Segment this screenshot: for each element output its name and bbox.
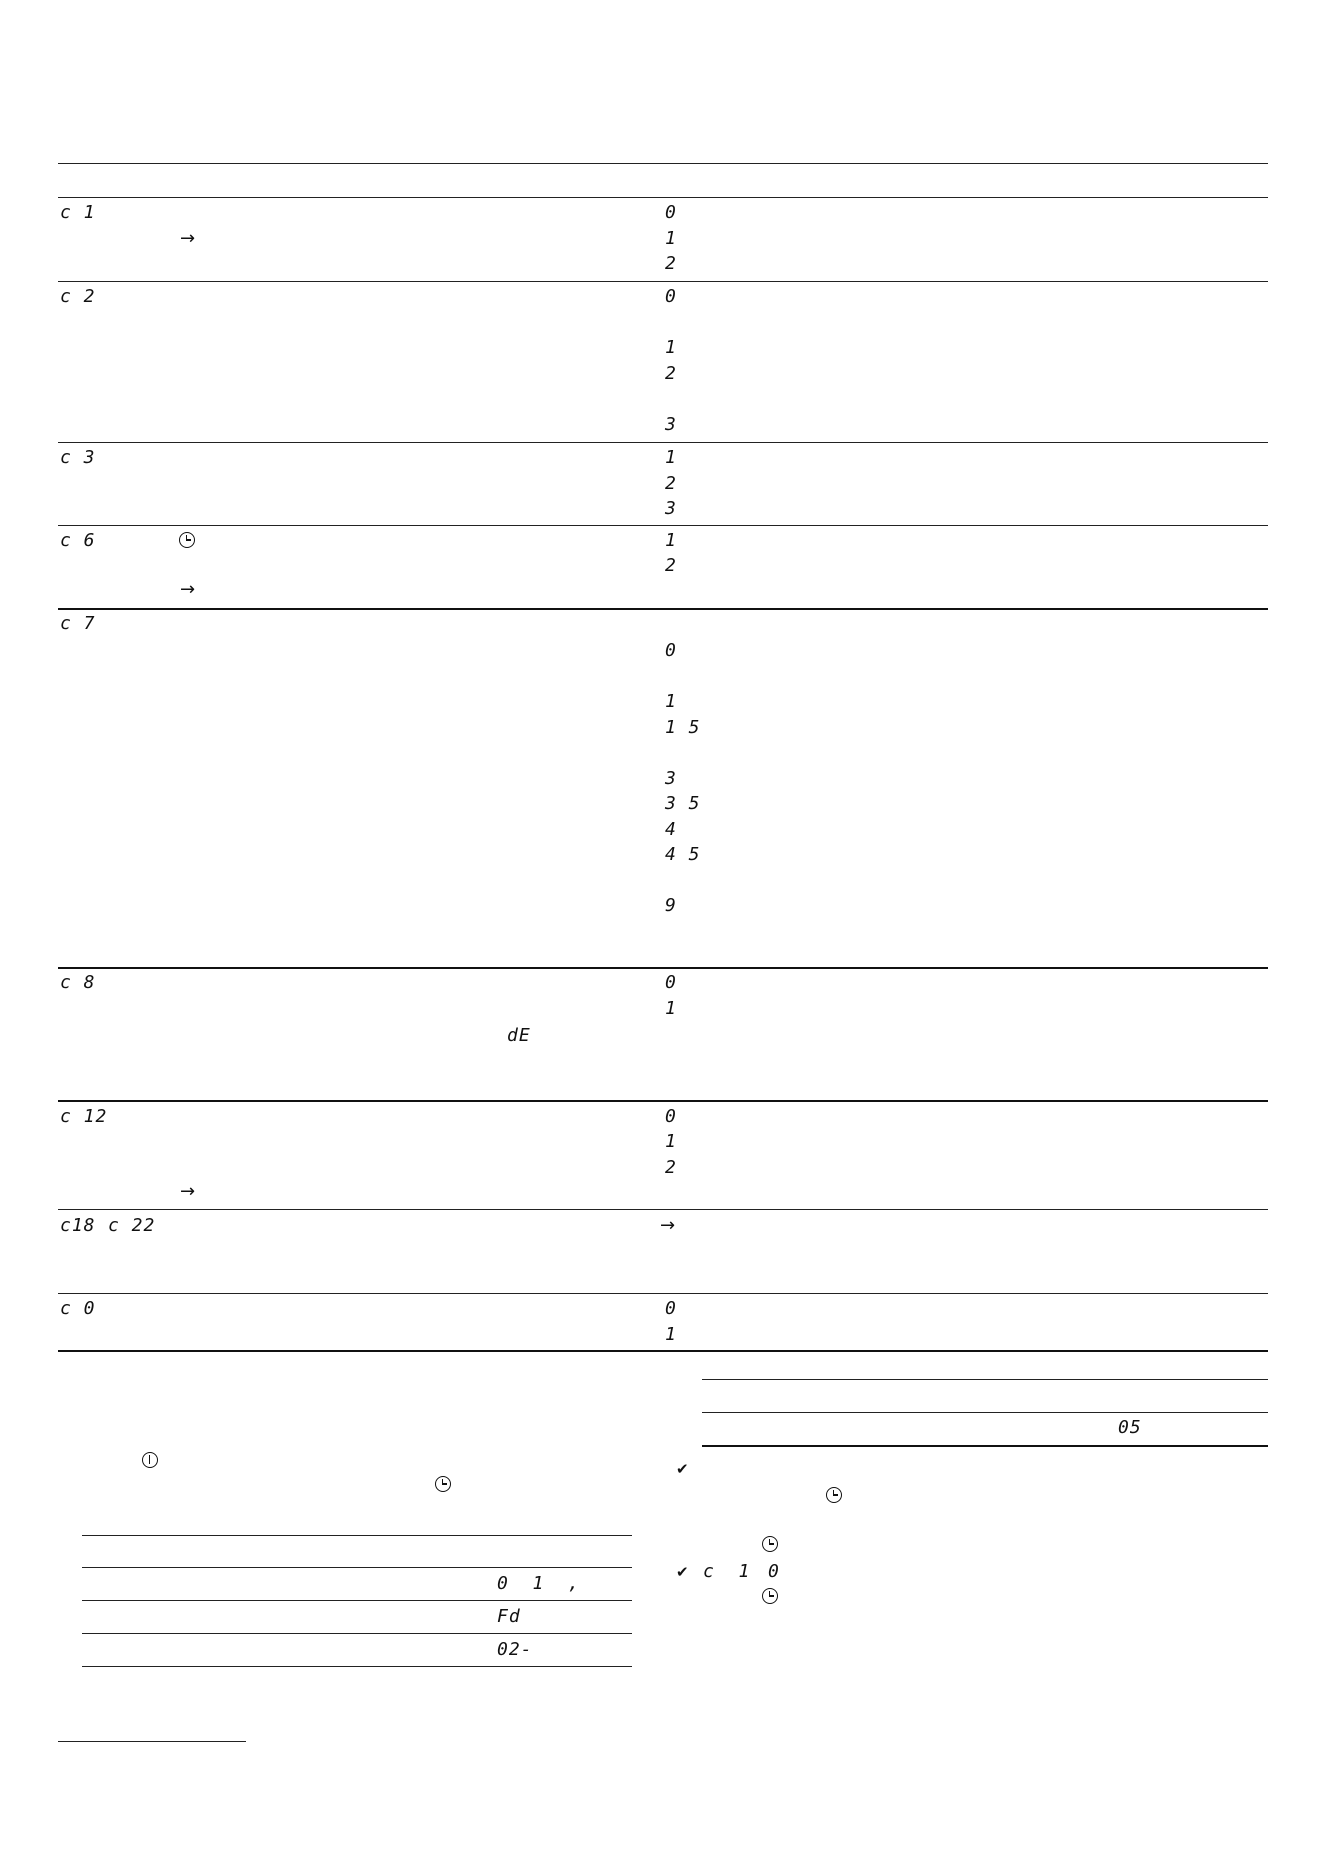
- footnote-rule: [58, 1741, 246, 1742]
- setting-value: 1: [665, 228, 677, 249]
- setting-code: c 3: [60, 447, 96, 468]
- display-code: Fd: [497, 1606, 521, 1627]
- setting-code-end: c 22: [108, 1215, 156, 1236]
- setting-value: 1: [665, 447, 677, 468]
- row-divider: [58, 1293, 1268, 1294]
- setting-value: 1: [665, 530, 677, 551]
- setting-value: 0: [665, 972, 677, 993]
- row-divider: [58, 608, 1268, 610]
- setting-value: 4: [665, 819, 677, 840]
- row-divider: [58, 1209, 1268, 1210]
- clock-icon: [179, 532, 195, 548]
- row-divider: [58, 442, 1268, 443]
- setting-value: 2: [665, 1157, 677, 1178]
- setting-value: 2: [665, 363, 677, 384]
- arrow-icon: →: [180, 1181, 196, 1202]
- clock-icon: [435, 1476, 451, 1492]
- right-table-rule: [702, 1445, 1268, 1447]
- display-code: 05: [1118, 1417, 1142, 1438]
- setting-value: 1: [665, 1324, 677, 1345]
- setting-code: c 6: [60, 530, 96, 551]
- left-table-rule: [82, 1666, 632, 1667]
- setting-value: 1: [665, 691, 677, 712]
- setting-value: 0: [665, 1106, 677, 1127]
- left-table-rule: [82, 1633, 632, 1634]
- right-table-rule: [702, 1379, 1268, 1380]
- arrow-icon: →: [180, 579, 196, 600]
- table-top-rule: [58, 163, 1268, 164]
- setting-value: 1 5: [665, 717, 701, 738]
- clock-icon: [762, 1588, 778, 1604]
- setting-value: 2: [665, 253, 677, 274]
- checkmark-icon: ✔: [676, 1563, 689, 1581]
- setting-value: 2: [665, 555, 677, 576]
- setting-value: 0: [665, 286, 677, 307]
- setting-code: c 1: [60, 202, 96, 223]
- setting-value: 3: [665, 498, 677, 519]
- setting-value: 3 5: [665, 793, 701, 814]
- left-table-rule: [82, 1535, 632, 1536]
- setting-value: 0: [665, 640, 677, 661]
- setting-value: 3: [665, 414, 677, 435]
- setting-value: 0: [665, 202, 677, 223]
- display-code: 02-: [497, 1639, 533, 1660]
- left-table-rule: [82, 1600, 632, 1601]
- table-header-rule: [58, 197, 1268, 198]
- setting-value: 0: [768, 1561, 780, 1582]
- setting-value: 2: [665, 473, 677, 494]
- power-icon: [142, 1452, 158, 1468]
- setting-value: 4 5: [665, 844, 701, 865]
- setting-code: c 1: [703, 1561, 751, 1582]
- row-divider: [58, 967, 1268, 969]
- setting-value: 1: [665, 1131, 677, 1152]
- setting-code: c 12: [60, 1106, 108, 1127]
- setting-value: 1: [665, 998, 677, 1019]
- checkmark-icon: ✔: [676, 1460, 689, 1478]
- arrow-icon: →: [660, 1215, 676, 1236]
- row-divider: [58, 281, 1268, 282]
- setting-code: c 0: [60, 1298, 96, 1319]
- display-symbol: dE: [507, 1025, 531, 1046]
- setting-code: c 2: [60, 286, 96, 307]
- display-code: 0 1 ,: [497, 1573, 580, 1594]
- setting-code: c 7: [60, 613, 96, 634]
- row-divider: [58, 525, 1268, 526]
- clock-icon: [826, 1487, 842, 1503]
- left-table-rule: [82, 1567, 632, 1568]
- arrow-icon: →: [180, 228, 196, 249]
- row-divider: [58, 1100, 1268, 1102]
- setting-code: c 8: [60, 972, 96, 993]
- setting-value: 9: [665, 895, 677, 916]
- setting-value: 0: [665, 1298, 677, 1319]
- setting-code: c18: [60, 1215, 96, 1236]
- clock-icon: [762, 1536, 778, 1552]
- table-bottom-rule: [58, 1350, 1268, 1352]
- setting-value: 1: [665, 337, 677, 358]
- right-table-rule: [702, 1412, 1268, 1413]
- setting-value: 3: [665, 768, 677, 789]
